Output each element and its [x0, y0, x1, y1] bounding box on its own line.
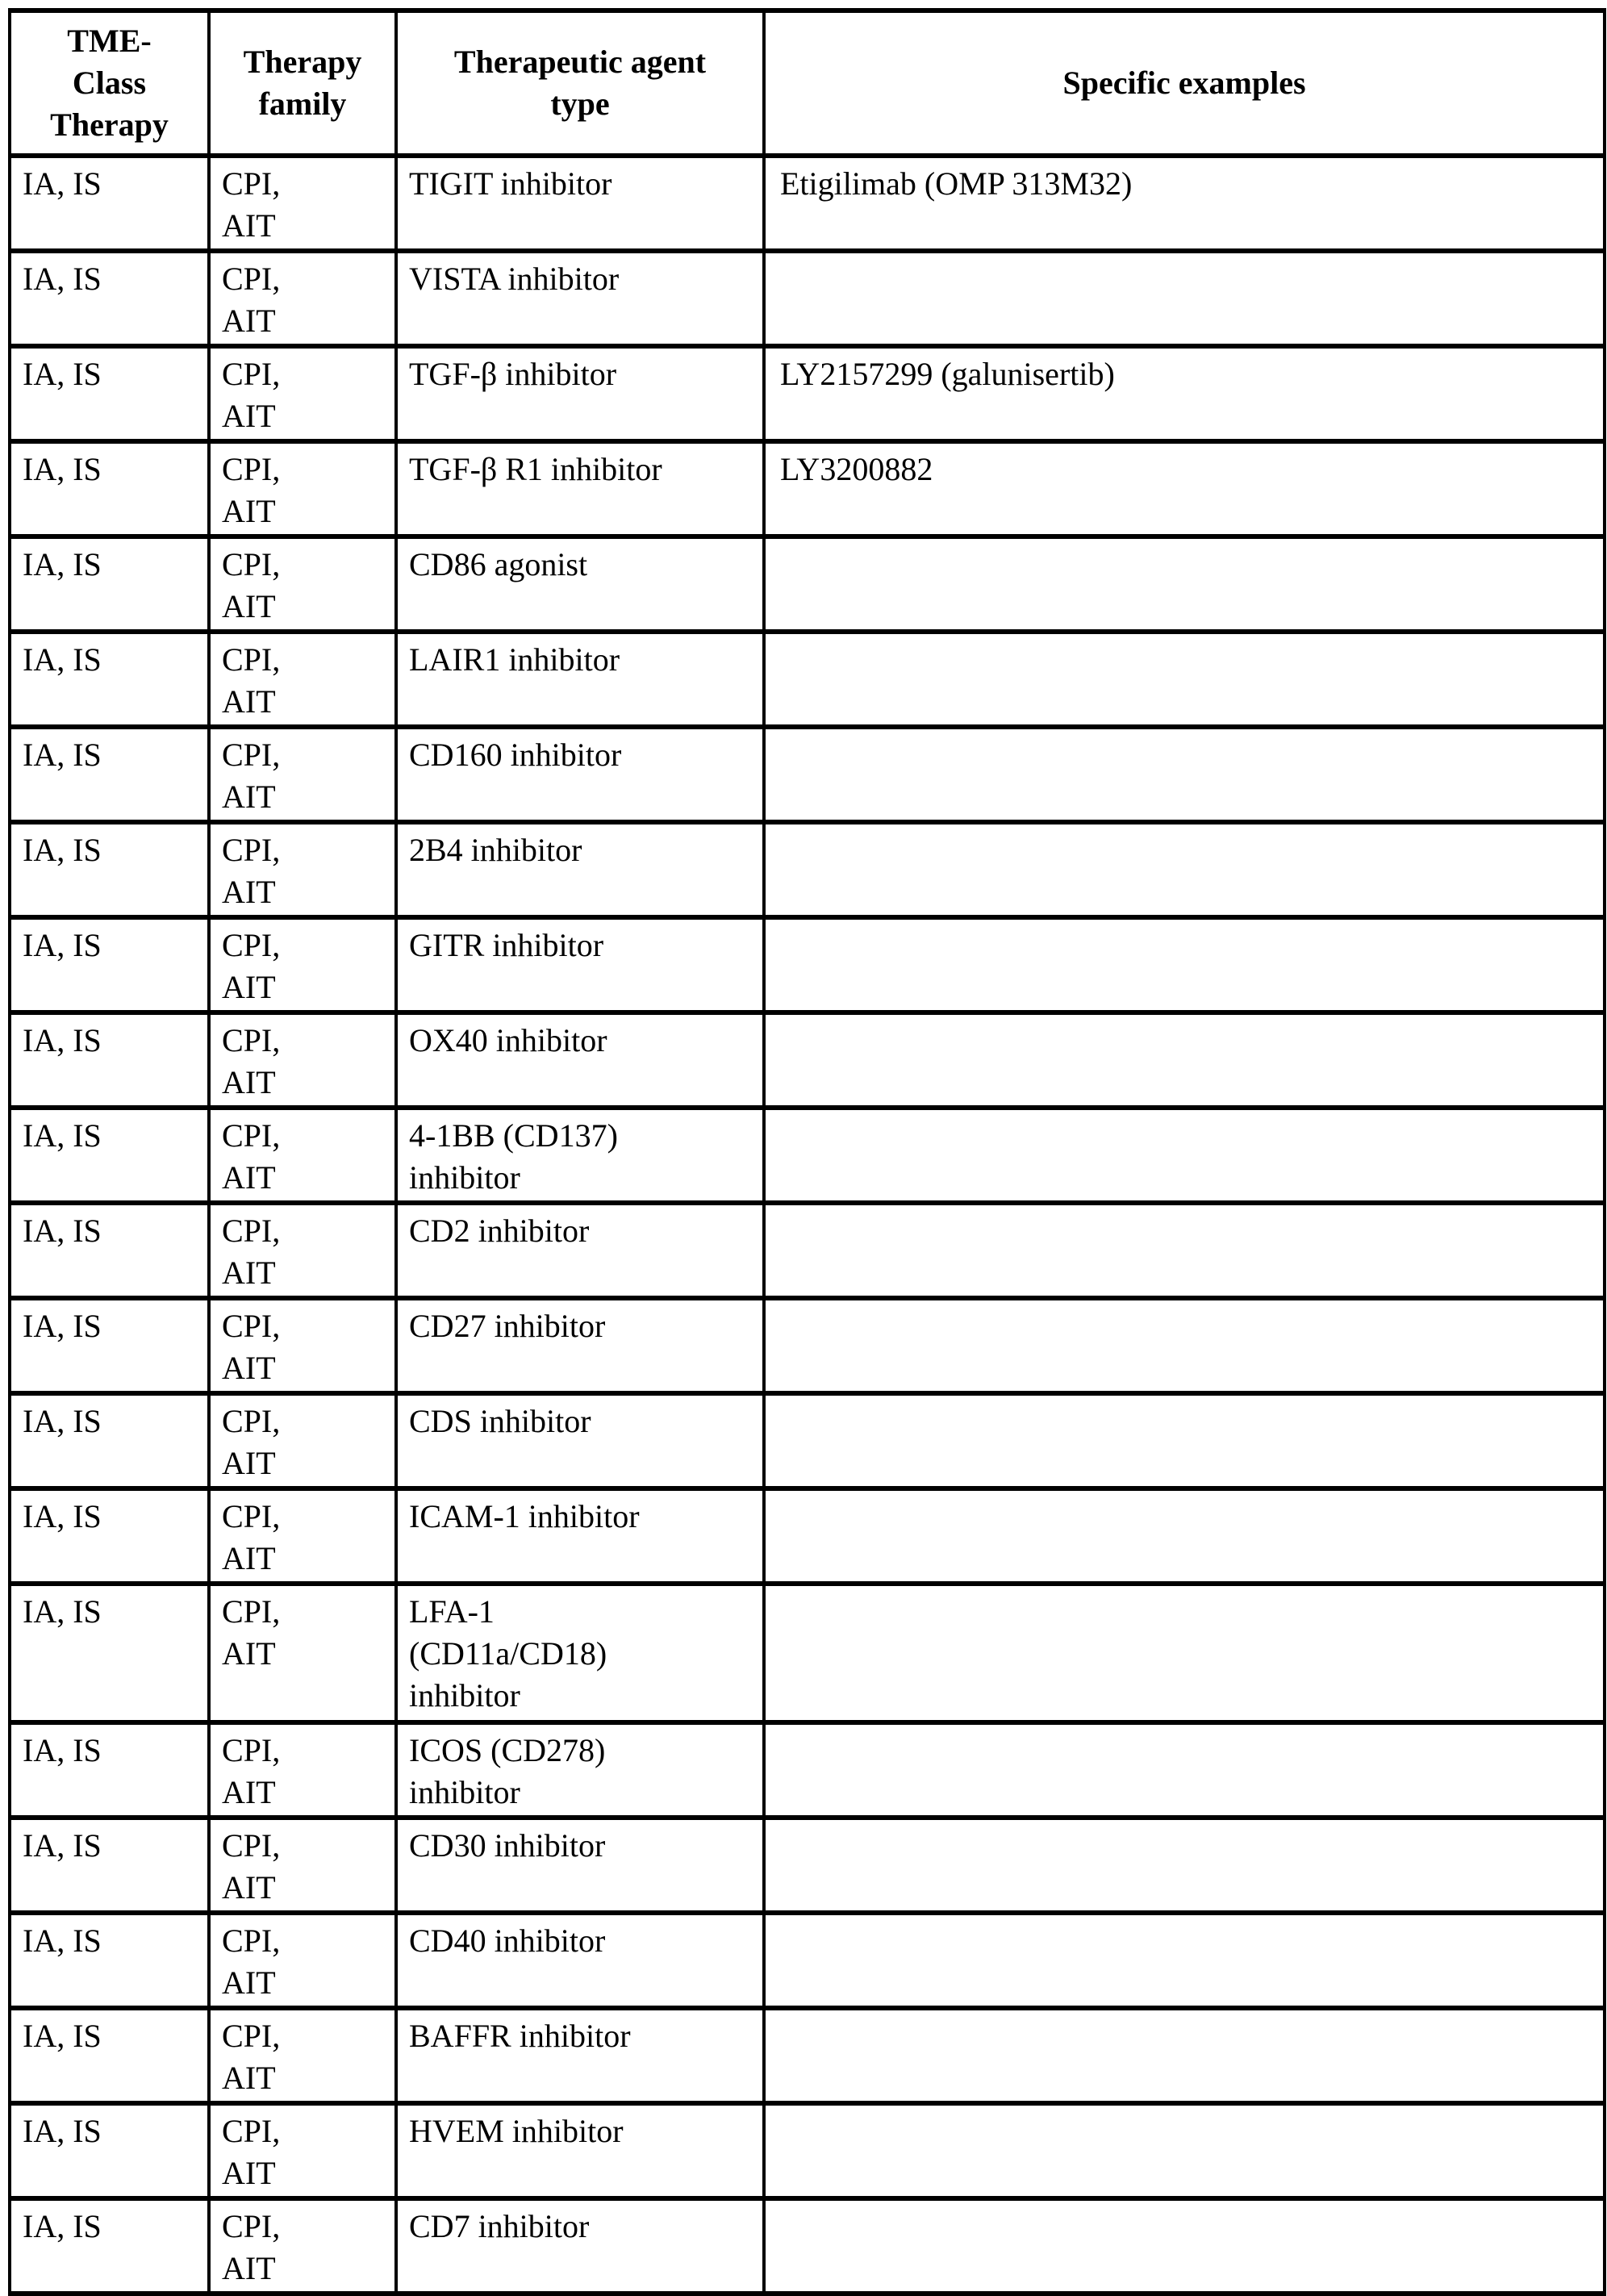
cell-therapy-family: CPI, AIT — [209, 1913, 396, 2008]
table-row — [10, 727, 1605, 822]
cell-therapy-family: CPI, AIT — [209, 727, 396, 822]
cell-specific-examples — [764, 1913, 1605, 2008]
column-header-therapeutic-agent-type: Therapeutic agent type — [396, 10, 764, 156]
cell-tme-class-therapy: IA, IS — [10, 346, 209, 441]
cell-therapeutic-agent-type: OX40 inhibitor — [396, 1012, 764, 1108]
table-row — [10, 1818, 1605, 1913]
column-header-tme-class-therapy: TME- Class Therapy — [10, 10, 209, 156]
table-row — [10, 1913, 1605, 2008]
cell-tme-class-therapy: IA, IS — [10, 1818, 209, 1913]
cell-therapy-family: CPI, AIT — [209, 632, 396, 727]
table-row — [10, 822, 1605, 917]
cell-therapy-family: CPI, AIT — [209, 2198, 396, 2294]
cell-specific-examples — [764, 1108, 1605, 1203]
cell-specific-examples — [764, 1298, 1605, 1393]
column-header-specific-examples: Specific examples — [764, 10, 1605, 156]
cell-therapeutic-agent-type: CD7 inhibitor — [396, 2198, 764, 2294]
cell-therapy-family: CPI, AIT — [209, 822, 396, 917]
cell-therapy-family: CPI, AIT — [209, 536, 396, 632]
cell-therapeutic-agent-type: HVEM inhibitor — [396, 2103, 764, 2198]
cell-tme-class-therapy: IA, IS — [10, 1108, 209, 1203]
cell-therapeutic-agent-type: BAFFR inhibitor — [396, 2008, 764, 2103]
cell-tme-class-therapy: IA, IS — [10, 441, 209, 536]
cell-therapy-family: CPI, AIT — [209, 1818, 396, 1913]
cell-therapeutic-agent-type: TGF-β inhibitor — [396, 346, 764, 441]
cell-specific-examples — [764, 2103, 1605, 2198]
cell-tme-class-therapy: IA, IS — [10, 1722, 209, 1818]
table-row — [10, 2008, 1605, 2103]
cell-specific-examples — [764, 822, 1605, 917]
cell-therapeutic-agent-type: LFA-1 (CD11a/CD18) inhibitor — [396, 1584, 764, 1722]
cell-specific-examples — [764, 1722, 1605, 1818]
table-row — [10, 1488, 1605, 1584]
cell-specific-examples: LY2157299 (galunisertib) — [764, 346, 1605, 441]
cell-therapeutic-agent-type: 2B4 inhibitor — [396, 822, 764, 917]
cell-therapeutic-agent-type: GITR inhibitor — [396, 917, 764, 1012]
cell-specific-examples — [764, 1012, 1605, 1108]
cell-therapy-family: CPI, AIT — [209, 1488, 396, 1584]
table-row — [10, 2103, 1605, 2198]
cell-specific-examples — [764, 727, 1605, 822]
therapy-table-container — [8, 8, 1606, 2296]
cell-therapeutic-agent-type: CDS inhibitor — [396, 1393, 764, 1488]
table-row — [10, 917, 1605, 1012]
column-header-therapy-family: Therapy family — [209, 10, 396, 156]
cell-therapeutic-agent-type: TGF-β R1 inhibitor — [396, 441, 764, 536]
cell-therapy-family: CPI, AIT — [209, 1012, 396, 1108]
cell-tme-class-therapy: IA, IS — [10, 1012, 209, 1108]
table-row — [10, 251, 1605, 346]
cell-tme-class-therapy: IA, IS — [10, 2008, 209, 2103]
cell-therapeutic-agent-type: 4-1BB (CD137) inhibitor — [396, 1108, 764, 1203]
cell-therapeutic-agent-type: CD160 inhibitor — [396, 727, 764, 822]
cell-therapy-family: CPI, AIT — [209, 1722, 396, 1818]
cell-tme-class-therapy: IA, IS — [10, 536, 209, 632]
cell-therapy-family: CPI, AIT — [209, 2103, 396, 2198]
cell-specific-examples — [764, 2008, 1605, 2103]
cell-tme-class-therapy: IA, IS — [10, 1488, 209, 1584]
cell-therapeutic-agent-type: TIGIT inhibitor — [396, 156, 764, 251]
therapy-table — [8, 8, 1606, 2296]
cell-tme-class-therapy: IA, IS — [10, 2198, 209, 2294]
cell-therapeutic-agent-type: LAIR1 inhibitor — [396, 632, 764, 727]
cell-tme-class-therapy: IA, IS — [10, 251, 209, 346]
cell-tme-class-therapy: IA, IS — [10, 156, 209, 251]
table-body — [10, 156, 1605, 2294]
cell-specific-examples: LY3200882 — [764, 441, 1605, 536]
table-row — [10, 346, 1605, 441]
cell-therapy-family: CPI, AIT — [209, 1393, 396, 1488]
cell-specific-examples — [764, 632, 1605, 727]
cell-therapy-family: CPI, AIT — [209, 1298, 396, 1393]
cell-therapeutic-agent-type: CD30 inhibitor — [396, 1818, 764, 1913]
table-row — [10, 1203, 1605, 1298]
table-row — [10, 1393, 1605, 1488]
table-row — [10, 1012, 1605, 1108]
cell-therapeutic-agent-type: VISTA inhibitor — [396, 251, 764, 346]
cell-specific-examples — [764, 536, 1605, 632]
cell-therapeutic-agent-type: CD2 inhibitor — [396, 1203, 764, 1298]
table-row — [10, 632, 1605, 727]
cell-therapeutic-agent-type: CD40 inhibitor — [396, 1913, 764, 2008]
cell-therapy-family: CPI, AIT — [209, 2008, 396, 2103]
table-row — [10, 441, 1605, 536]
cell-therapeutic-agent-type: CD27 inhibitor — [396, 1298, 764, 1393]
cell-specific-examples — [764, 2198, 1605, 2294]
cell-specific-examples — [764, 1203, 1605, 1298]
cell-therapy-family: CPI, AIT — [209, 251, 396, 346]
cell-therapy-family: CPI, AIT — [209, 1584, 396, 1722]
cell-tme-class-therapy: IA, IS — [10, 822, 209, 917]
cell-specific-examples — [764, 1488, 1605, 1584]
cell-specific-examples — [764, 917, 1605, 1012]
table-row — [10, 1584, 1605, 1722]
cell-tme-class-therapy: IA, IS — [10, 1298, 209, 1393]
cell-therapy-family: CPI, AIT — [209, 441, 396, 536]
cell-tme-class-therapy: IA, IS — [10, 2103, 209, 2198]
cell-therapy-family: CPI, AIT — [209, 346, 396, 441]
cell-specific-examples — [764, 251, 1605, 346]
table-row — [10, 1108, 1605, 1203]
cell-therapy-family: CPI, AIT — [209, 917, 396, 1012]
cell-specific-examples — [764, 1584, 1605, 1722]
table-row — [10, 2198, 1605, 2294]
table-row — [10, 156, 1605, 251]
cell-tme-class-therapy: IA, IS — [10, 727, 209, 822]
cell-therapy-family: CPI, AIT — [209, 1203, 396, 1298]
cell-tme-class-therapy: IA, IS — [10, 632, 209, 727]
table-row — [10, 536, 1605, 632]
cell-therapy-family: CPI, AIT — [209, 156, 396, 251]
table-row — [10, 1298, 1605, 1393]
cell-tme-class-therapy: IA, IS — [10, 1393, 209, 1488]
table-row — [10, 1722, 1605, 1818]
cell-tme-class-therapy: IA, IS — [10, 1913, 209, 2008]
cell-specific-examples — [764, 1818, 1605, 1913]
cell-therapy-family: CPI, AIT — [209, 1108, 396, 1203]
cell-specific-examples: Etigilimab (OMP 313M32) — [764, 156, 1605, 251]
cell-tme-class-therapy: IA, IS — [10, 1203, 209, 1298]
cell-specific-examples — [764, 1393, 1605, 1488]
cell-therapeutic-agent-type: ICAM-1 inhibitor — [396, 1488, 764, 1584]
cell-tme-class-therapy: IA, IS — [10, 917, 209, 1012]
header-row — [10, 10, 1605, 156]
cell-therapeutic-agent-type: CD86 agonist — [396, 536, 764, 632]
cell-tme-class-therapy: IA, IS — [10, 1584, 209, 1722]
cell-therapeutic-agent-type: ICOS (CD278) inhibitor — [396, 1722, 764, 1818]
